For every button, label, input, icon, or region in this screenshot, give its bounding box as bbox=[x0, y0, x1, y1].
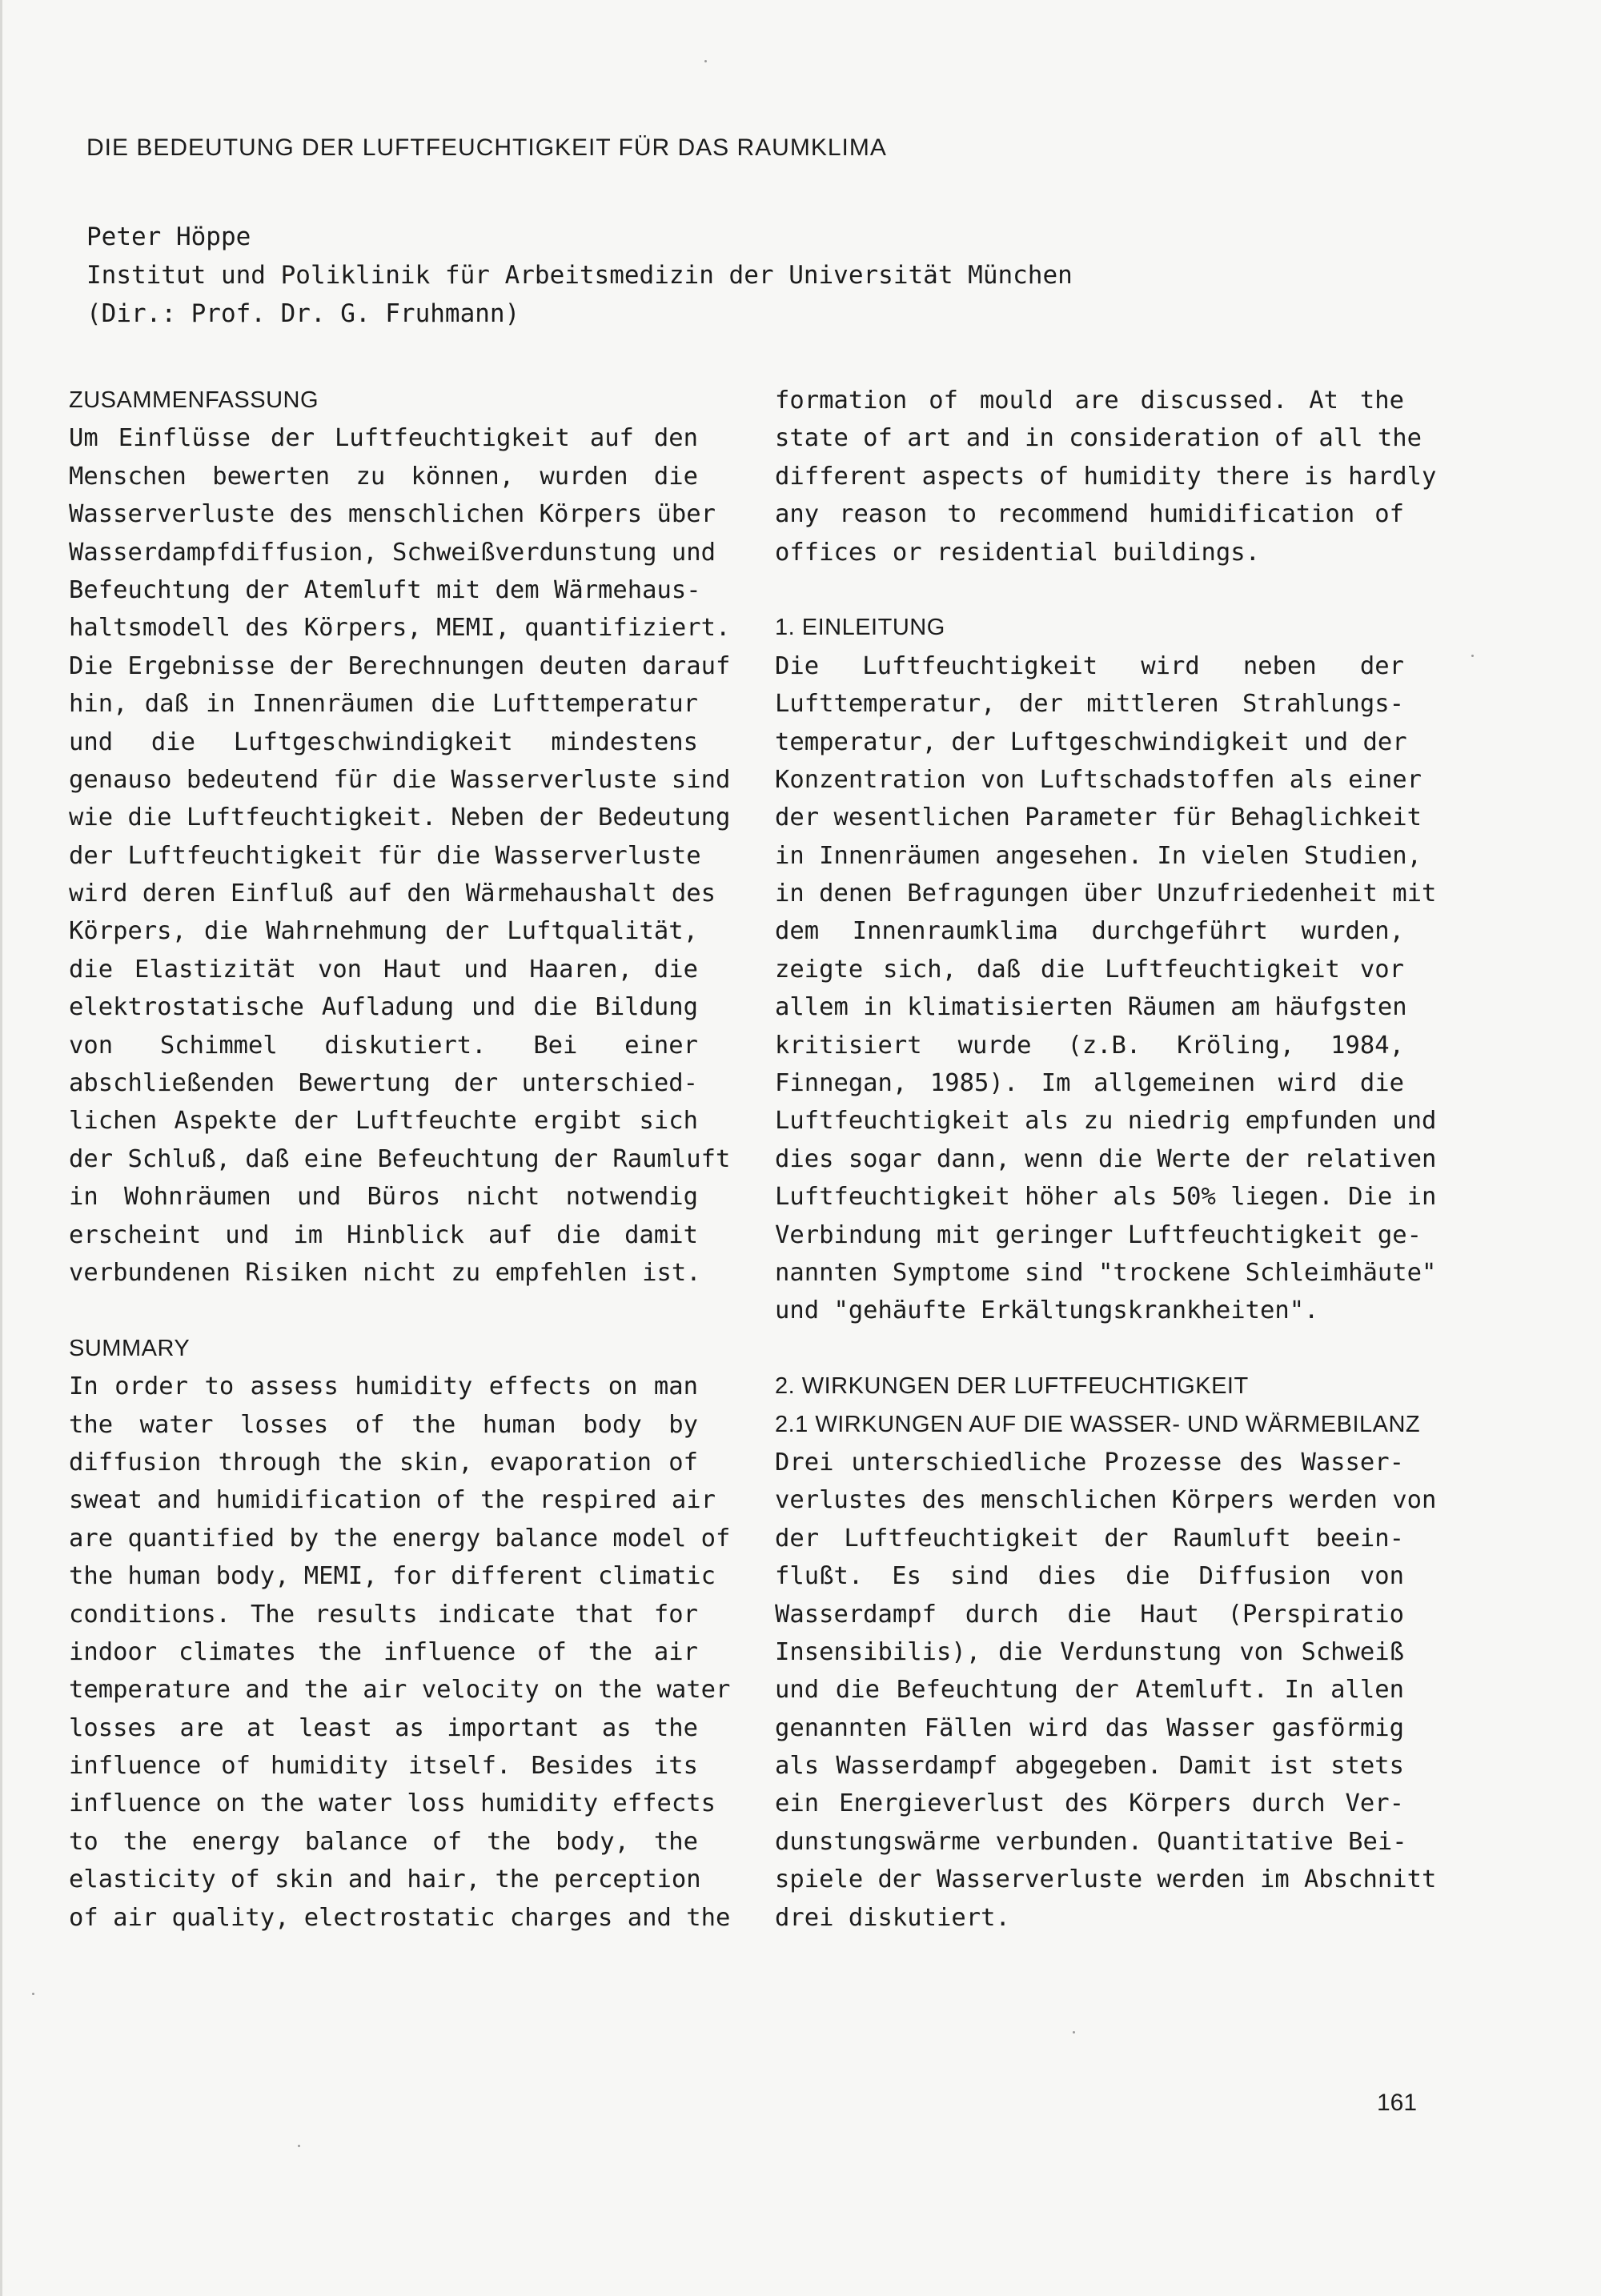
text-line: lichen Aspekte der Luftfeuchte ergibt sich bbox=[69, 1107, 698, 1136]
text-line: influence of humidity itself. Besides its bbox=[69, 1752, 698, 1781]
text-line: Drei unterschiedliche Prozesse des Wasser- bbox=[775, 1448, 1404, 1477]
page-edge bbox=[0, 0, 2, 2296]
text-line: in Wohnräumen und Büros nicht notwendig bbox=[69, 1183, 698, 1212]
text-line: abschließenden Bewertung der unterschied- bbox=[69, 1069, 698, 1098]
text-line: Körpers, die Wahrnehmung der Luftqualität, bbox=[69, 917, 698, 946]
text-line: offices or residential buildings. bbox=[775, 538, 1260, 567]
text-line: als Wasserdampf abgegeben. Damit ist stets bbox=[775, 1752, 1404, 1781]
scan-speck bbox=[298, 2145, 300, 2147]
scan-speck bbox=[704, 60, 707, 62]
text-line: verbundenen Risiken nicht zu empfehlen ist. bbox=[69, 1258, 701, 1287]
text-line: zeigte sich, daß die Luftfeuchtigkeit vor bbox=[775, 955, 1404, 984]
text-line: conditions. The results indicate that for bbox=[69, 1600, 698, 1629]
paper-title: DIE BEDEUTUNG DER LUFTFEUCHTIGKEIT FÜR DAS RAUMKLIMA bbox=[86, 134, 887, 161]
text-line: elektrostatische Aufladung und die Bildung bbox=[69, 993, 698, 1022]
text-line: the water losses of the human body by bbox=[69, 1410, 698, 1439]
summary-heading: SUMMARY bbox=[69, 1335, 191, 1361]
text-line: state of art and in consideration of all the bbox=[775, 424, 1422, 453]
zusammenfassung-heading: ZUSAMMENFASSUNG bbox=[69, 387, 319, 413]
page-number: 161 bbox=[1377, 2090, 1418, 2116]
summary-text bbox=[69, 1368, 731, 1937]
text-line: Insensibilis), die Verdunstung von Schweiß bbox=[775, 1637, 1404, 1666]
text-line: Wasserdampf durch die Haut (Perspiratio bbox=[775, 1600, 1404, 1629]
text-line: allem in klimatisierten Räumen am häufgsten bbox=[775, 993, 1407, 1022]
einleitung-heading: 1. EINLEITUNG bbox=[775, 615, 945, 641]
text-line: formation of mould are discussed. At the bbox=[775, 387, 1404, 415]
text-line: genannten Fällen wird das Wasser gasförmig bbox=[775, 1713, 1404, 1742]
author-block bbox=[86, 218, 1073, 333]
scan-speck bbox=[32, 1993, 34, 1995]
left-column bbox=[69, 382, 731, 1937]
text-line: der Luftfeuchtigkeit für die Wasserverluste bbox=[69, 841, 701, 870]
text-line: der wesentlichen Parameter für Behaglichkeit bbox=[775, 803, 1422, 832]
text-line: Konzentration von Luftschadstoffen als einer bbox=[775, 765, 1422, 794]
text-line: are quantified by the energy balance model of bbox=[69, 1524, 731, 1553]
text-line: Finnegan, 1985). Im allgemeinen wird die bbox=[775, 1069, 1404, 1098]
text-line: Lufttemperatur, der mittleren Strahlungs- bbox=[775, 690, 1404, 719]
einleitung-text bbox=[775, 647, 1437, 1330]
text-line: flußt. Es sind dies die Diffusion von bbox=[775, 1562, 1404, 1591]
text-line: diffusion through the skin, evaporation of bbox=[69, 1448, 698, 1477]
text-line: the human body, MEMI, for different climatic bbox=[69, 1562, 716, 1591]
text-line: Luftfeuchtigkeit als zu niedrig empfunden und bbox=[775, 1107, 1437, 1136]
text-line: und die Befeuchtung der Atemluft. In allen bbox=[775, 1676, 1404, 1705]
text-line: to the energy balance of the body, the bbox=[69, 1827, 698, 1856]
text-line: drei diskutiert. bbox=[775, 1903, 1010, 1932]
author-name: Peter Höppe bbox=[86, 222, 251, 251]
text-line: und die Luftgeschwindigkeit mindestens bbox=[69, 727, 698, 756]
text-line: und "gehäufte Erkältungskrankheiten". bbox=[775, 1296, 1319, 1325]
text-line: nannten Symptome sind "trockene Schleimhäute" bbox=[775, 1258, 1437, 1287]
text-line: sweat and humidification of the respired air bbox=[69, 1486, 716, 1515]
text-line: elasticity of skin and hair, the perception bbox=[69, 1865, 701, 1894]
wirkungen-heading: 2. WIRKUNGEN DER LUFTFEUCHTIGKEIT bbox=[775, 1373, 1249, 1400]
wirkungen-text bbox=[775, 1444, 1437, 1937]
wirkungen-subheading: 2.1 WIRKUNGEN AUF DIE WASSER- UND WÄRMEBILANZ bbox=[775, 1411, 1421, 1437]
text-line: temperatur, der Luftgeschwindigkeit und der bbox=[775, 727, 1407, 756]
text-line: in Innenräumen angesehen. In vielen Studien, bbox=[775, 841, 1422, 870]
text-line: Um Einflüsse der Luftfeuchtigkeit auf den bbox=[69, 424, 698, 453]
text-line: die Elastizität von Haut und Haaren, die bbox=[69, 955, 698, 984]
text-line: wie die Luftfeuchtigkeit. Neben der Bedeutung bbox=[69, 803, 731, 832]
text-line: In order to assess humidity effects on man bbox=[69, 1372, 698, 1401]
text-line: influence on the water loss humidity effects bbox=[69, 1789, 716, 1818]
text-line: of air quality, electrostatic charges and the bbox=[69, 1903, 731, 1932]
text-line: von Schimmel diskutiert. Bei einer bbox=[69, 1031, 698, 1060]
text-line: in denen Befragungen über Unzufriedenheit mit bbox=[775, 880, 1437, 908]
text-line: Wasserdampfdiffusion, Schweißverdunstung und bbox=[69, 538, 716, 567]
text-line: Die Luftfeuchtigkeit wird neben der bbox=[775, 651, 1404, 680]
text-line: Die Ergebnisse der Berechnungen deuten darauf bbox=[69, 651, 731, 680]
text-line: losses are at least as important as the bbox=[69, 1713, 698, 1742]
text-line: Befeuchtung der Atemluft mit dem Wärmehaus- bbox=[69, 575, 701, 604]
text-line: any reason to recommend humidification of bbox=[775, 500, 1404, 529]
text-line: der Luftfeuchtigkeit der Raumluft beein- bbox=[775, 1524, 1404, 1553]
text-line: indoor climates the influence of the air bbox=[69, 1637, 698, 1666]
text-line: Menschen bewerten zu können, wurden die bbox=[69, 462, 698, 491]
summary-continued-text bbox=[775, 382, 1437, 571]
text-line: verlustes des menschlichen Körpers werden von bbox=[775, 1486, 1437, 1515]
text-line: Wasserverluste des menschlichen Körpers über bbox=[69, 500, 716, 529]
text-line: dunstungswärme verbunden. Quantitative Bei- bbox=[775, 1827, 1407, 1856]
text-line: genauso bedeutend für die Wasserverluste sind bbox=[69, 765, 731, 794]
author-director: (Dir.: Prof. Dr. G. Fruhmann) bbox=[86, 299, 520, 328]
text-line: dem Innenraumklima durchgeführt wurden, bbox=[775, 917, 1404, 946]
scan-speck bbox=[1073, 2031, 1075, 2034]
text-line: der Schluß, daß eine Befeuchtung der Raumluft bbox=[69, 1144, 731, 1173]
text-line: ein Energieverlust des Körpers durch Ver- bbox=[775, 1789, 1404, 1818]
text-line: different aspects of humidity there is hardly bbox=[775, 462, 1437, 491]
scan-speck bbox=[1471, 655, 1474, 657]
zusammenfassung-text bbox=[69, 419, 731, 1292]
right-column bbox=[775, 382, 1437, 1937]
text-line: haltsmodell des Körpers, MEMI, quantifiziert. bbox=[69, 614, 731, 643]
text-line: Verbindung mit geringer Luftfeuchtigkeit ge- bbox=[775, 1220, 1422, 1249]
text-line: erscheint und im Hinblick auf die damit bbox=[69, 1220, 698, 1249]
text-line: wird deren Einfluß auf den Wärmehaushalt des bbox=[69, 880, 716, 908]
text-line: hin, daß in Innenräumen die Lufttemperatur bbox=[69, 690, 698, 719]
author-institution: Institut und Poliklinik für Arbeitsmedizin der Universität München bbox=[86, 261, 1073, 290]
text-line: spiele der Wasserverluste werden im Abschnitt bbox=[775, 1865, 1437, 1894]
text-line: temperature and the air velocity on the water bbox=[69, 1676, 731, 1705]
text-line: Luftfeuchtigkeit höher als 50% liegen. Die in bbox=[775, 1183, 1437, 1212]
text-line: dies sogar dann, wenn die Werte der relativen bbox=[775, 1144, 1437, 1173]
text-line: kritisiert wurde (z.B. Kröling, 1984, bbox=[775, 1031, 1404, 1060]
